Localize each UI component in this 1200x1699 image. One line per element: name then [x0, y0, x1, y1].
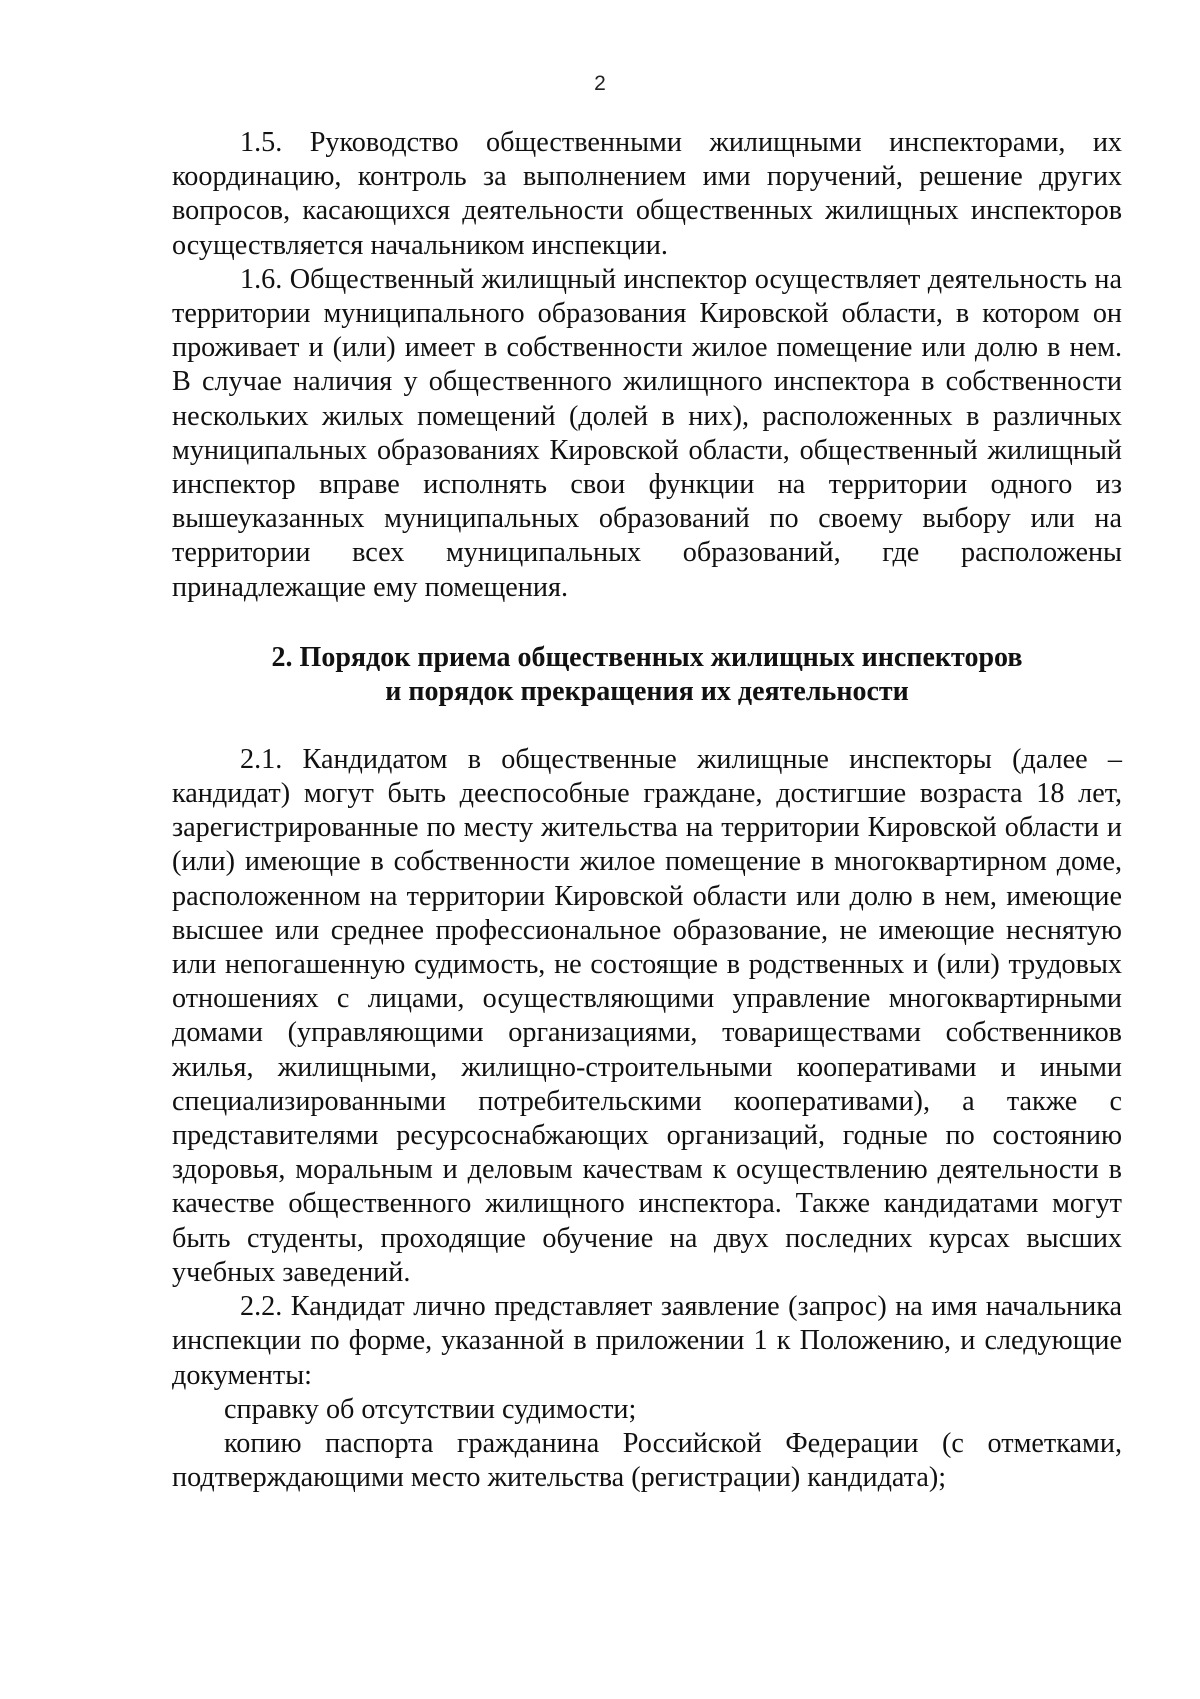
- paragraph-1-6: 1.6. Общественный жилищный инспектор осуществляет деятельность на территории муниципального образования Кировской области, в котором он проживает и (или) имеет в собственности жилое помещение или долю в нем. В случае наличия у общественного жилищного инспектора в собственности нескольких жилых помещений (долей в них), расположенных в различных муниципальных образованиях Кировской области, общественный жилищный инспектор вправе исполнять свои функции на территории одного из вышеуказанных муниципальных образований по своему выбору или на территории всех муниципальных образований, где расположены принадлежащие ему помещения.: [172, 263, 1122, 603]
- paragraph-2-2: 2.2. Кандидат лично представляет заявление (запрос) на имя начальника инспекции по форме, указанной в приложении 1 к Положению, и следующие документы:: [172, 1291, 1122, 1391]
- paragraph-1-5: 1.5. Руководство общественными жилищными инспекторами, их координацию, контроль за выполнением ими поручений, решение других вопросов, касающихся деятельности общественных жилищных инспекторов осуществляется начальником инспекции.: [172, 127, 1122, 261]
- page-number: 2: [594, 72, 606, 95]
- section-heading-line-1: 2. Порядок приема общественных жилищных инспекторов: [271, 641, 1023, 673]
- list-item-passport-copy: копию паспорта гражданина Российской Федерации (с отметками, подтверждающими место жительства (регистрации) кандидата);: [172, 1427, 1122, 1494]
- section-heading-line-2: и порядок прекращения их деятельности: [385, 675, 909, 707]
- paragraph-2-1: 2.1. Кандидатом в общественные жилищные инспекторы (далее – кандидат) могут быть дееспособные граждане, достигшие возраста 18 лет, зарегистрированные по месту жительства на территории Кировской области и (или) имеющие в собственности жилое помещение в многоквартирном доме, расположенном на территории Кировской области или долю в нем, имеющие высшее или среднее профессиональное образование, не имеющие неснятую или непогашенную судимость, не состоящие в родственных и (или) трудовых отношениях с лицами, осуществляющими управление многоквартирными домами (управляющими организациями, товариществами собственников жилья, жилищными, жилищно-строительными кооперативами и иными специализированными потребительскими кооперативами), а также с представителями ресурсоснабжающих организаций, годные по состоянию здоровья, моральным и деловым качествам к осуществлению деятельности в качестве общественного жилищного инспектора. Также кандидатами могут быть студенты, проходящие обучение на двух последних курсах высших учебных заведений.: [172, 743, 1122, 1288]
- list-item-criminal-record: справку об отсутствии судимости;: [224, 1393, 637, 1425]
- section-2-heading: [172, 641, 1122, 709]
- document-body: [172, 126, 1122, 1495]
